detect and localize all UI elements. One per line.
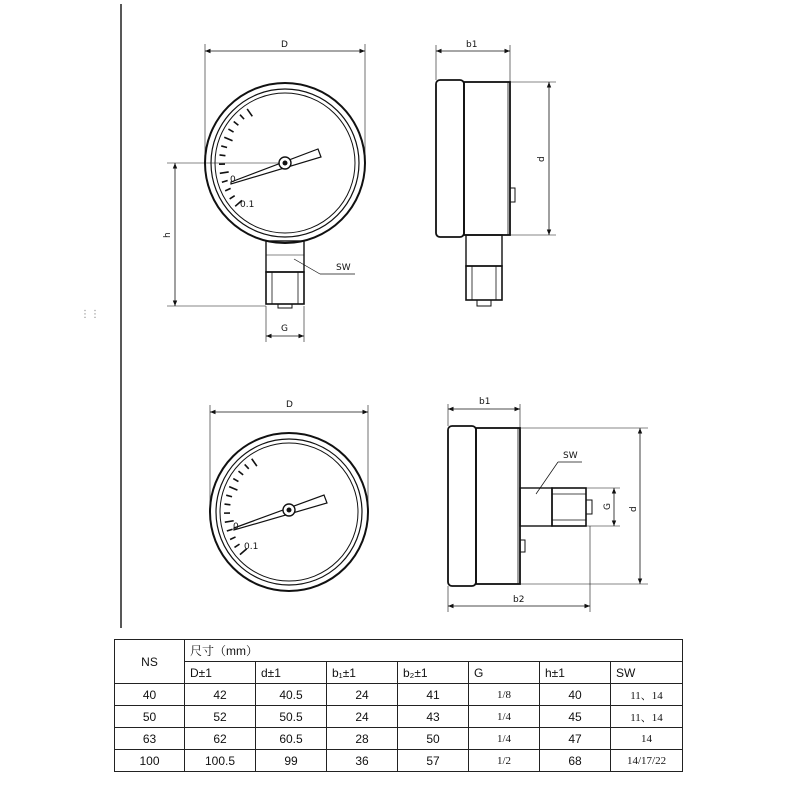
spec-table — [114, 639, 683, 772]
scale-tick — [233, 479, 238, 482]
scale-tick — [222, 181, 228, 183]
cell-h: 47 — [540, 728, 611, 750]
cell-D: 62 — [185, 728, 256, 750]
dim-label-G: G — [281, 324, 288, 334]
scale-tick — [240, 115, 244, 119]
cell-SW: 14 — [611, 728, 683, 750]
scale-tick — [224, 137, 232, 141]
dim-label-D: D — [281, 40, 288, 50]
dim-G-bottom — [586, 488, 620, 526]
scale-tick — [230, 196, 235, 199]
cell-d: 40.5 — [256, 684, 327, 706]
cell-d: 50.5 — [256, 706, 327, 728]
dim-label-SW: SW — [563, 451, 578, 461]
scale-tick — [226, 495, 232, 497]
side-view-top — [436, 80, 515, 306]
cell-G: 1/4 — [469, 706, 540, 728]
cell-SW: 11、14 — [611, 706, 683, 728]
dim-b1-top — [436, 40, 510, 82]
cell-G: 1/2 — [469, 750, 540, 772]
scale-tick — [225, 188, 230, 191]
table-row — [115, 728, 683, 750]
column-header: b₁±1 — [327, 662, 398, 684]
cell-d: 99 — [256, 750, 327, 772]
header-dimensions: 尺寸（mm） — [185, 640, 683, 662]
scale-tick — [219, 155, 225, 156]
scale-zero-label: 0 — [233, 522, 239, 532]
dim-label-b1: b1 — [479, 397, 491, 407]
table-subheader-row — [115, 662, 683, 684]
cell-ns: 40 — [115, 684, 185, 706]
cell-h: 68 — [540, 750, 611, 772]
side-view-bottom — [448, 426, 592, 586]
header-ns: NS — [115, 640, 185, 684]
cell-SW: 14/17/22 — [611, 750, 683, 772]
scale-tick — [224, 504, 230, 505]
dim-label-SW: SW — [336, 263, 351, 273]
scale-tick — [245, 464, 249, 468]
cell-ns: 63 — [115, 728, 185, 750]
dim-label-G: G — [603, 503, 613, 510]
dim-label-d: d — [537, 156, 547, 162]
scale-value-label: 0.1 — [240, 200, 255, 210]
dim-d-bottom — [520, 428, 648, 584]
cell-ns: 50 — [115, 706, 185, 728]
table-row — [115, 750, 683, 772]
table-row — [115, 706, 683, 728]
cell-b1: 28 — [327, 728, 398, 750]
cell-b2: 50 — [398, 728, 469, 750]
scale-tick — [227, 529, 233, 531]
cell-G: 1/4 — [469, 728, 540, 750]
dim-d-top — [510, 82, 556, 235]
column-header: h±1 — [540, 662, 611, 684]
scale-tick — [252, 459, 257, 466]
dim-h — [163, 163, 280, 306]
column-header: d±1 — [256, 662, 327, 684]
scale-tick — [220, 172, 229, 173]
dim-G-top — [266, 306, 304, 342]
gauge-needle — [231, 149, 321, 184]
cell-D: 42 — [185, 684, 256, 706]
table-row — [115, 684, 683, 706]
cell-D: 100.5 — [185, 750, 256, 772]
cell-h: 40 — [540, 684, 611, 706]
dim-label-h: h — [163, 232, 173, 238]
cell-G: 1/8 — [469, 684, 540, 706]
scale-tick — [230, 537, 235, 540]
table-header-row — [115, 640, 683, 662]
cell-b2: 43 — [398, 706, 469, 728]
cell-h: 45 — [540, 706, 611, 728]
column-header: D±1 — [185, 662, 256, 684]
dim-D-top — [205, 40, 365, 163]
gauge-needle — [234, 495, 327, 530]
column-header: G — [469, 662, 540, 684]
column-header: b₂±1 — [398, 662, 469, 684]
scale-tick — [228, 129, 233, 132]
scale-zero-label: 0 — [230, 175, 236, 185]
column-header: SW — [611, 662, 683, 684]
dim-label-d: d — [629, 506, 639, 512]
dim-label-D: D — [286, 400, 293, 410]
cell-b1: 24 — [327, 706, 398, 728]
scale-value-label: 0.1 — [244, 542, 259, 552]
scale-tick — [234, 121, 239, 125]
cell-b1: 36 — [327, 750, 398, 772]
cell-b2: 41 — [398, 684, 469, 706]
dim-b1-bottom — [448, 397, 520, 428]
cell-ns: 100 — [115, 750, 185, 772]
dim-label-b2: b2 — [513, 595, 525, 605]
dim-b2 — [448, 526, 590, 612]
front-view-bottom — [210, 433, 368, 591]
drag-dots-icon[interactable]: ⋮⋮ — [80, 309, 100, 320]
scale-tick — [221, 146, 227, 148]
scale-tick — [238, 471, 243, 475]
scale-tick — [229, 487, 237, 491]
cell-D: 52 — [185, 706, 256, 728]
dim-label-b1: b1 — [466, 40, 478, 50]
scale-tick — [247, 109, 252, 116]
scale-tick — [234, 544, 239, 547]
cell-b1: 24 — [327, 684, 398, 706]
cell-SW: 11、14 — [611, 684, 683, 706]
cell-b2: 57 — [398, 750, 469, 772]
cell-d: 60.5 — [256, 728, 327, 750]
